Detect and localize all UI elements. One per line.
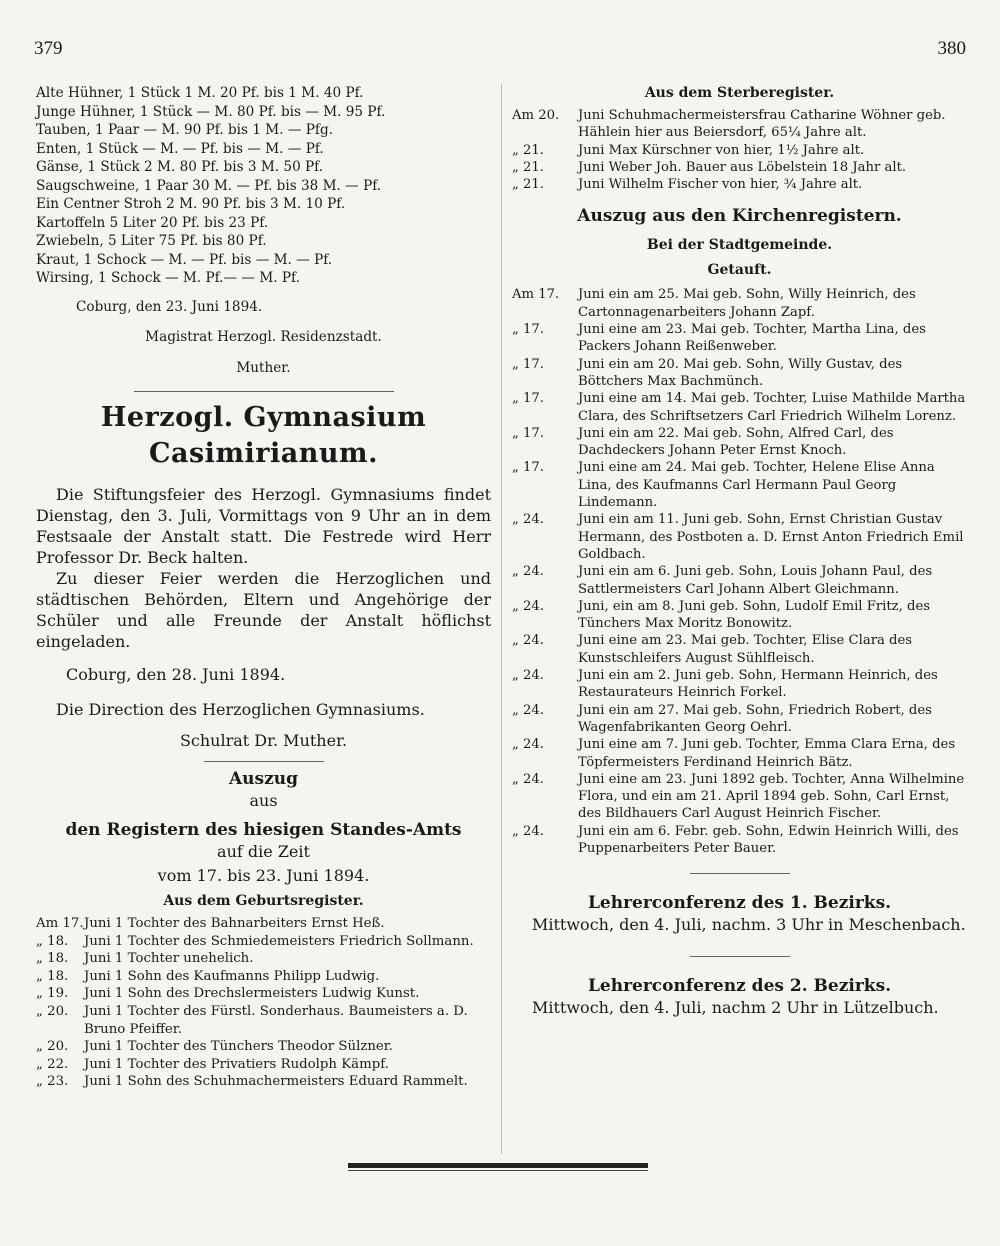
right-column [512, 84, 967, 1019]
entry-text: Juni eine am 7. Juni geb. Tochter, Emma Clara Erna, des Töpfermeisters Ferdinand Heinrich Bätz. [578, 737, 956, 770]
column-divider [501, 84, 502, 1154]
birth-entry [36, 1056, 491, 1074]
extract-heading-registers: den Registern des hiesigen Standes-Amts [65, 820, 462, 840]
standesamt-extract [36, 768, 491, 1091]
entry-date: „ 17. [512, 356, 544, 372]
entry-text: Juni 1 Tochter des Privatiers Rudolph Kämpf. [84, 1056, 389, 1072]
baptism-entry [512, 459, 967, 511]
entry-text: Juni Wilhelm Fischer von hier, ¾ Jahre alt. [578, 177, 863, 193]
baptism-entry [512, 286, 967, 321]
entry-text: Juni 1 Tochter des Schmiedemeisters Friedrich Sollmann. [84, 933, 474, 949]
market-line: Kraut, 1 Schock — M. — Pf. bis — M. — Pf. [36, 251, 333, 268]
entry-text: Juni ein am 22. Mai geb. Sohn, Alfred Carl, des Dachdeckers Johann Peter Ernst Knoch. [578, 425, 894, 459]
conference-2-title: Lehrerconferenz des 2. Bezirks. [587, 976, 892, 997]
birth-register-title: Aus dem Geburtsregister. [163, 893, 364, 909]
market-prices [36, 84, 491, 377]
entry-text: Juni 1 Sohn des Kaufmanns Philipp Ludwig. [84, 968, 380, 984]
entry-date: „ 24. [512, 771, 544, 787]
entry-text: Juni 1 Sohn des Drechslermeisters Ludwig Kunst. [84, 986, 420, 1002]
entry-date: „ 18. [36, 933, 69, 949]
entry-text: Juni eine am 23. Mai geb. Tochter, Martha Lina, des Packers Johann Reißenweber. [578, 322, 926, 355]
birth-entry [36, 968, 491, 986]
entry-text: Juni eine am 23. Mai geb. Tochter, Elise Clara des Kunstschleifers August Sühlfleisch. [578, 633, 913, 666]
conference-1-text: Mittwoch, den 4. Juli, nachm. 3 Uhr in Meschenbach. [532, 915, 966, 935]
entry-date: „ 23. [36, 1074, 69, 1090]
entry-text: Juni Schuhmachermeistersfrau Catharine Wöhner geb. Hählein hier aus Beiersdorf, 65¼ Jahre alt. [578, 108, 946, 141]
market-line: Zwiebeln, 5 Liter 75 Pf. bis 80 Pf. [36, 233, 267, 249]
gymnasium-direction: Die Direction des Herzoglichen Gymnasiums. [56, 700, 425, 719]
entry-text: Juni ein am 27. Mai geb. Sohn, Friedrich Robert, des Wagenfabrikanten Georg Oehrl. [578, 702, 932, 735]
entry-date: „ 17. [512, 425, 544, 441]
birth-entry [36, 933, 491, 951]
church-register-subtitle: Bei der Stadtgemeinde. [646, 237, 833, 254]
entry-date: „ 22. [36, 1056, 69, 1072]
entry-text: Juni ein am 25. Mai geb. Sohn, Willy Heinrich, des Cartonnagenarbeiters Johann Zapf. [578, 287, 916, 320]
gymnasium-signature: Schulrat Dr. Muther. [179, 731, 348, 750]
entry-date: „ 20. [36, 1039, 69, 1055]
extract-heading-aus: aus [249, 791, 278, 810]
birth-entry [36, 915, 491, 933]
entry-date: „ 24. [512, 598, 544, 614]
baptism-entry [512, 390, 967, 425]
closing-rule-thin [348, 1170, 648, 1171]
baptism-entry [512, 632, 967, 667]
death-register-title: Aus dem Sterberegister. [644, 85, 835, 101]
entry-date: Am 17. [512, 287, 560, 303]
entry-text: Juni 1 Sohn des Schuhmachermeisters Eduard Rammelt. [84, 1074, 468, 1090]
baptism-entry [512, 667, 967, 702]
entry-date: „ 21. [512, 177, 544, 193]
death-entry [512, 159, 967, 176]
entry-text: Juni ein am 20. Mai geb. Sohn, Willy Gustav, des Böttchers Max Bachmünch. [578, 356, 903, 389]
market-signature: Muther. [236, 359, 291, 376]
market-line: Junge Hühner, 1 Stück — M. 80 Pf. bis — M. 95 Pf. [36, 103, 386, 120]
market-line: Enten, 1 Stück — M. — Pf. bis — M. — Pf. [36, 140, 324, 157]
page-number-left: 379 [34, 38, 63, 59]
baptism-entry [512, 511, 967, 563]
entry-date: „ 24. [512, 633, 544, 649]
extract-heading-period: vom 17. bis 23. Juni 1894. [157, 866, 370, 885]
market-line: Gänse, 1 Stück 2 M. 80 Pf. bis 3 M. 50 Pf. [36, 159, 324, 175]
entry-text: Juni eine am 23. Juni 1892 geb. Tochter, Anna Wilhelmine Flora, und ein am 21. April 1894 geb. Sohn, Carl Ernst, des Bildhauers Carl August Heinrich Fischer. [578, 771, 965, 822]
entry-text: Juni ein am 6. Juni geb. Sohn, Louis Johann Paul, des Sattlermeisters Carl Johann Albert Gleichmann. [578, 564, 933, 597]
death-entry [512, 176, 967, 193]
birth-entry [36, 1003, 491, 1038]
entry-date: „ 24. [512, 737, 544, 753]
birth-entry [36, 1038, 491, 1056]
market-line: Tauben, 1 Paar — M. 90 Pf. bis 1 M. — Pfg. [36, 122, 333, 138]
gymnasium-paragraph-2: Zu dieser Feier werden die Herzoglichen und städtischen Behörden, Eltern und Angehörige der Schüler und alle Freunde der Anstalt höflichst eingeladen. [36, 569, 491, 651]
entry-date: „ 24. [512, 668, 544, 684]
entry-date: Am 17. [36, 916, 84, 931]
gymnasium-date: Coburg, den 28. Juni 1894. [66, 665, 286, 684]
market-authority: Magistrat Herzogl. Residenzstadt. [145, 329, 382, 345]
entry-text: Juni Weber Joh. Bauer aus Löbelstein 18 Jahr alt. [578, 159, 907, 175]
gymnasium-paragraph-1: Die Stiftungsfeier des Herzogl. Gymnasiums findet Dienstag, den 3. Juli, Vormittags von 9 Uhr an in dem Festsaale der Anstalt statt. Die Festrede wird Herr Professor Dr. Beck halten. [36, 485, 491, 567]
closing-rule [348, 1163, 648, 1168]
entry-date: „ 17. [512, 322, 544, 338]
entry-text: Juni 1 Tochter des Fürstl. Sonderhaus. Baumeisters a. D. Bruno Pfeiffer. [84, 1003, 468, 1037]
baptism-entry [512, 771, 967, 823]
baptism-entry [512, 702, 967, 737]
entry-text: Juni ein am 6. Febr. geb. Sohn, Edwin Heinrich Willi, des Puppenarbeiters Peter Bauer. [578, 823, 959, 856]
entry-date: „ 24. [512, 702, 544, 718]
church-register-title: Auszug aus den Kirchenregistern. [577, 206, 902, 227]
separator-rule [690, 956, 790, 957]
baptized-title: Getauft. [707, 262, 772, 279]
baptism-entry [512, 321, 967, 356]
entry-date: „ 18. [36, 951, 69, 967]
market-line: Wirsing, 1 Schock — M. Pf.— — M. Pf. [36, 270, 300, 286]
entry-text: Juni eine am 14. Mai geb. Tochter, Luise Mathilde Martha Clara, des Schriftsetzers Carl Friedrich Wilhelm Lorenz. [578, 391, 966, 424]
baptism-entry [512, 598, 967, 633]
entry-date: Am 20. [512, 108, 560, 123]
entry-text: Juni ein am 11. Juni geb. Sohn, Ernst Christian Gustav Hermann, des Postboten a. D. Ernst Anton Friedrich Emil Goldbach. [578, 512, 964, 562]
extract-heading-time: auf die Zeit [217, 842, 310, 861]
baptism-entry [512, 823, 967, 858]
baptism-entry [512, 356, 967, 391]
market-line: Alte Hühner, 1 Stück 1 M. 20 Pf. bis 1 M. 40 Pf. [36, 85, 364, 101]
market-line: Saugschweine, 1 Paar 30 M. — Pf. bis 38 M. — Pf. [36, 177, 382, 194]
entry-text: Juni 1 Tochter des Tünchers Theodor Sülzner. [84, 1039, 393, 1055]
entry-date: „ 21. [512, 159, 544, 175]
baptism-entry [512, 563, 967, 598]
entry-date: „ 24. [512, 512, 544, 528]
gymnasium-title: Herzogl. Gymnasium Casimirianum. [100, 402, 427, 469]
extract-heading: Auszug [228, 769, 299, 789]
entry-date: „ 18. [36, 968, 69, 984]
baptism-entry [512, 736, 967, 771]
entry-text: Juni ein am 2. Juni geb. Sohn, Hermann Heinrich, des Restaurateurs Heinrich Forkel. [578, 668, 938, 701]
entry-date: „ 24. [512, 823, 544, 839]
market-date: Coburg, den 23. Juni 1894. [76, 298, 263, 315]
entry-text: Juni 1 Tochter unehelich. [84, 951, 254, 967]
entry-text: Juni Max Kürschner von hier, 1½ Jahre alt. [578, 142, 865, 158]
entry-text: Juni, ein am 8. Juni geb. Sohn, Ludolf Emil Fritz, des Tünchers Max Moritz Bonowitz. [578, 598, 931, 632]
separator-rule [134, 391, 394, 392]
conference-2-text: Mittwoch, den 4. Juli, nachm 2 Uhr in Lützelbuch. [532, 998, 939, 1018]
market-line: Ein Centner Stroh 2 M. 90 Pf. bis 3 M. 10 Pf. [36, 196, 346, 212]
entry-date: „ 21. [512, 142, 544, 158]
conference-1-title: Lehrerconferenz des 1. Bezirks. [587, 893, 892, 914]
entry-date: „ 17. [512, 460, 544, 476]
entry-text: Juni 1 Tochter des Bahnarbeiters Ernst Heß. [84, 916, 385, 931]
birth-entry [36, 1073, 491, 1091]
entry-date: „ 20. [36, 1003, 69, 1019]
entry-text: Juni eine am 24. Mai geb. Tochter, Helene Elise Anna Lina, des Kaufmanns Carl Hermann Paul Georg Lindemann. [578, 460, 935, 511]
entry-date: „ 19. [36, 986, 69, 1002]
separator-rule [690, 873, 790, 874]
market-line: Kartoffeln 5 Liter 20 Pf. bis 23 Pf. [36, 214, 269, 231]
death-entry [512, 142, 967, 159]
baptism-entry [512, 425, 967, 460]
left-column [36, 84, 491, 1091]
death-entry [512, 107, 967, 142]
birth-entry [36, 985, 491, 1003]
page-number-right: 380 [937, 38, 966, 59]
entry-date: „ 17. [512, 391, 544, 407]
gymnasium-notice [36, 400, 491, 751]
entry-date: „ 24. [512, 564, 544, 580]
birth-entry [36, 950, 491, 968]
separator-rule [204, 761, 324, 762]
